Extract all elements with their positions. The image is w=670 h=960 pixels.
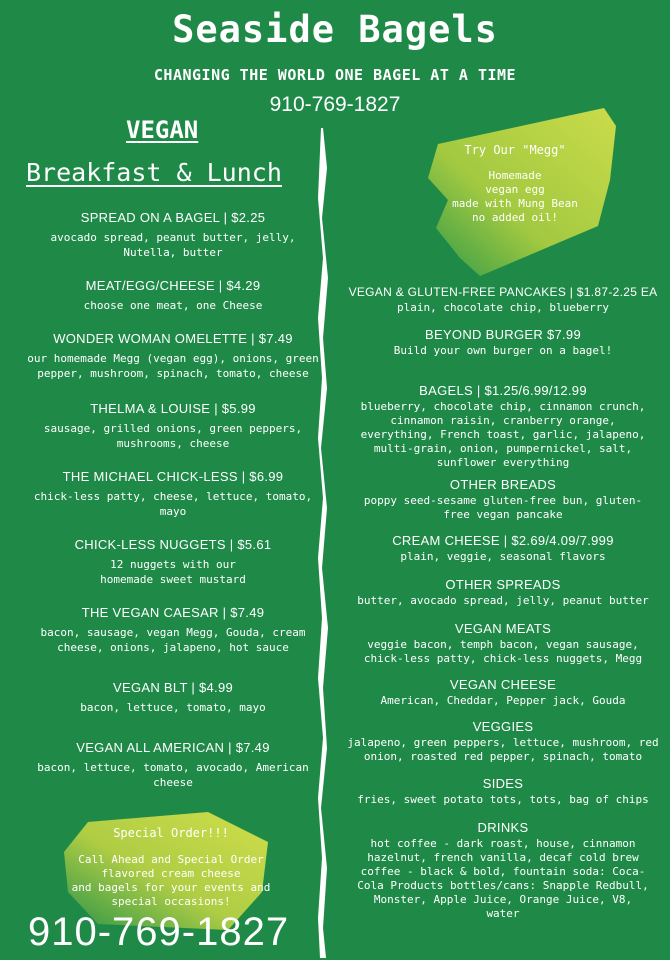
menu-item <box>348 383 658 470</box>
menu-item-desc: avocado spread, peanut butter, jelly, Nutella, butter <box>50 231 296 259</box>
menu-item <box>348 677 658 708</box>
menu-item <box>348 820 658 921</box>
menu-item-name: THELMA & LOUISE | $5.99 <box>90 401 256 416</box>
menu-item-desc: sausage, grilled onions, green peppers, mushrooms, cheese <box>43 422 303 450</box>
menu-item-name: MEAT/EGG/CHEESE | $4.29 <box>85 278 261 293</box>
promo-megg-line: vegan egg <box>485 183 545 196</box>
menu-item-name: VEGAN MEATS <box>454 621 552 636</box>
menu-item <box>14 740 332 790</box>
menu-item-desc: poppy seed-sesame gluten-free bun, gluten-free vegan pancake <box>363 494 643 521</box>
menu-item-name: VEGAN BLT | $4.99 <box>113 680 233 695</box>
menu-item <box>14 680 332 715</box>
menu-item-desc: hot coffee - dark roast, house, cinnamon hazelnut, french vanilla, decaf cold brew coffee - black & bold, fountain soda: Coca-Cola Products bottles/cans: Snapple Redbull, Monster, Apple Juice, Orange Juice, V8, water <box>357 837 649 920</box>
menu-item-name: SIDES <box>482 776 524 791</box>
promo-megg-line: Homemade <box>488 169 542 182</box>
promo-megg-title: Try Our "Megg" <box>464 143 566 157</box>
menu-item-desc: chick-less patty, cheese, lettuce, tomato, mayo <box>33 490 313 518</box>
promo-special-line: and bagels for your events and <box>71 881 271 894</box>
menu-item-name: BAGELS | $1.25/6.99/12.99 <box>419 383 587 398</box>
menu-item-name: VEGAN ALL AMERICAN | $7.49 <box>76 740 270 755</box>
menu-item <box>348 327 658 358</box>
menu-item-desc: choose one meat, one Cheese <box>83 299 263 312</box>
tagline: CHANGING THE WORLD ONE BAGEL AT A TIME <box>153 66 517 84</box>
menu-item-name: OTHER BREADS <box>449 477 557 492</box>
menu-item-name: VEGAN & GLUTEN-FREE PANCAKES | $1.87-2.25 EA <box>348 285 658 299</box>
menu-item-desc: blueberry, chocolate chip, cinnamon crunch, cinnamon raisin, cranberry orange, everything, French toast, garlic, jalapeno, multi-grain, onion, pumpernickel, salt, sunflower everything <box>360 400 646 469</box>
menu-item <box>14 605 332 655</box>
menu-item-desc: butter, avocado spread, jelly, peanut butter <box>357 594 649 607</box>
left-menu-column <box>14 0 332 960</box>
menu-item-name: DRINKS <box>477 820 529 835</box>
promo-megg-line: made with Mung Bean <box>452 197 578 210</box>
menu-item <box>348 776 658 807</box>
menu-item <box>348 533 658 564</box>
promo-special-line: special occasions! <box>111 895 231 908</box>
menu-item <box>14 537 332 587</box>
promo-special-title: Special Order!!! <box>113 826 229 840</box>
menu-item-desc: bacon, sausage, vegan Megg, Gouda, cream cheese, onions, jalapeno, hot sauce <box>40 626 306 654</box>
menu-item <box>14 331 332 381</box>
promo-special-order <box>56 826 286 909</box>
menu-item-name: CREAM CHEESE | $2.69/4.09/7.999 <box>392 533 614 548</box>
menu-item-name: OTHER SPREADS <box>445 577 561 592</box>
menu-item <box>348 477 658 522</box>
menu-item-name: THE MICHAEL CHICK-LESS | $6.99 <box>62 469 284 484</box>
menu-item <box>14 469 332 519</box>
menu-item <box>14 210 332 260</box>
phone-number-top: 910-769-1827 <box>269 93 401 116</box>
menu-item-desc: jalapeno, green peppers, lettuce, mushroom, red onion, roasted red pepper, spinach, tomato <box>347 736 659 763</box>
menu-item-name: THE VEGAN CAESAR | $7.49 <box>81 605 265 620</box>
menu-item-desc: bacon, lettuce, tomato, mayo <box>80 701 266 714</box>
menu-item <box>14 401 332 451</box>
promo-megg-line: no added oil! <box>471 211 559 224</box>
promo-special-line: Call Ahead and Special Order <box>78 853 264 866</box>
menu-item-name: VEGAN CHEESE <box>449 677 557 692</box>
menu-item-desc: bacon, lettuce, tomato, avocado, American cheese <box>37 761 309 789</box>
store-title: Seaside Bagels <box>172 8 498 51</box>
menu-item-name: VEGGIES <box>472 719 534 734</box>
menu-item-desc: plain, veggie, seasonal flavors <box>400 550 606 563</box>
right-menu-column <box>348 0 658 960</box>
menu-item <box>348 621 658 666</box>
menu-item-desc: plain, chocolate chip, blueberry <box>397 301 609 314</box>
menu-item <box>348 719 658 764</box>
menu-item-desc: 12 nuggets with our homemade sweet mustard <box>100 558 246 586</box>
section-heading-breakfast-lunch: Breakfast & Lunch <box>26 158 282 187</box>
menu-item-desc: Build your own burger on a bagel! <box>393 344 613 357</box>
menu-item-name: SPREAD ON A BAGEL | $2.25 <box>80 210 266 225</box>
menu-item-desc: American, Cheddar, Pepper jack, Gouda <box>380 694 626 707</box>
promo-special-line: flavored cream cheese <box>101 867 241 880</box>
phone-number-bottom: 910-769-1827 <box>28 910 290 954</box>
menu-item-name: BEYOND BURGER $7.99 <box>425 327 581 342</box>
menu-item-desc: our homemade Megg (vegan egg), onions, green pepper, mushroom, spinach, tomato, cheese <box>27 352 319 380</box>
section-heading-vegan: VEGAN <box>126 116 199 144</box>
menu-item <box>348 284 658 315</box>
menu-item-desc: veggie bacon, temph bacon, vegan sausage, chick-less patty, chick-less nuggets, Megg <box>363 638 643 665</box>
menu-item <box>348 577 658 608</box>
menu-item <box>14 278 332 313</box>
menu-item-desc: fries, sweet potato tots, tots, bag of chips <box>357 793 649 806</box>
menu-item-name: WONDER WOMAN OMELETTE | $7.49 <box>53 331 293 346</box>
menu-item-name: CHICK-LESS NUGGETS | $5.61 <box>74 537 272 552</box>
